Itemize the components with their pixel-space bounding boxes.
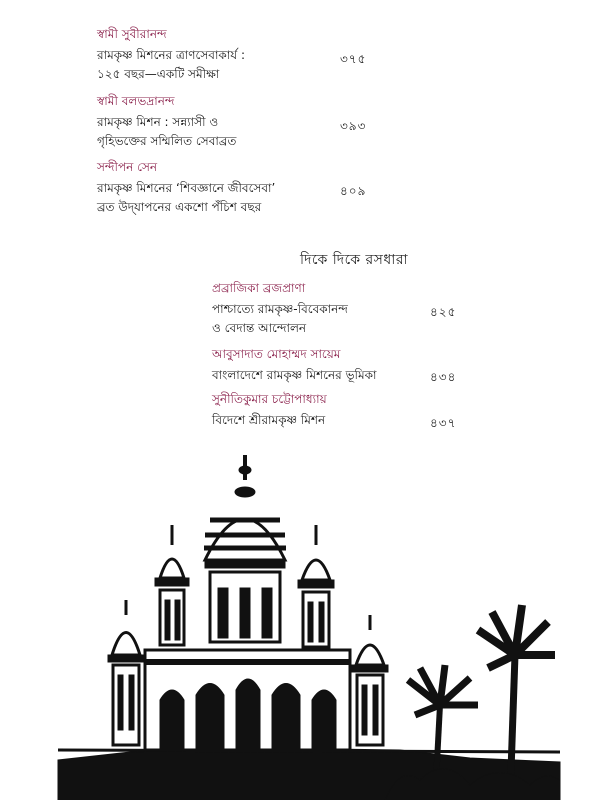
entry-title-line: ব্রত উদ্‌যাপনের একশো পঁচিশ বছর [97, 200, 262, 214]
entry-author: স্বামী সুবীরানন্দ [97, 27, 167, 41]
entry-title-line: গৃহিভক্তের সম্মিলিত সেবাব্রত [97, 134, 237, 148]
entry-author: সুনীতিকুমার চট্টোপাধ্যায় [212, 392, 327, 406]
entry-page-number: ৪৩৪ [430, 370, 457, 384]
entry-title-line: রামকৃষ্ণ মিশনের ‘শিবজ্ঞানে জীবসেবা’ [97, 181, 276, 195]
entry-page-number: ৪০৯ [340, 184, 367, 198]
entry-title-line: ও বেদান্ত আন্দোলন [212, 321, 307, 335]
entry-author: স্বামী বলভদ্রানন্দ [97, 94, 175, 108]
toc-entry-3 [97, 161, 275, 217]
entry-title-line: বাংলাদেশে রামকৃষ্ণ মিশনের ভূমিকা [212, 368, 377, 382]
entry-page-number: ৩৭৫ [340, 52, 367, 66]
entry-page-number: ৩৯৩ [340, 119, 367, 133]
entry-title-line: রামকৃষ্ণ মিশনের ত্রাণসেবাকার্য : [97, 48, 246, 62]
entry-title-line: রামকৃষ্ণ মিশন : সন্ন্যাসী ও [97, 115, 219, 129]
toc-entry-1 [97, 28, 245, 84]
toc-entry-6 [212, 393, 327, 430]
entry-title-line: ১২৫ বছর—একটি সমীক্ষা [97, 67, 220, 81]
entry-author: আবুসাদাত মোহাম্মদ সায়েম [212, 347, 341, 361]
toc-entry-5 [212, 348, 377, 385]
entry-page-number: ৪২৫ [430, 305, 457, 319]
toc-entry-2 [97, 95, 236, 151]
entry-title-line: বিদেশে শ্রীরামকৃষ্ণ মিশন [212, 413, 326, 427]
toc-entry-4 [212, 282, 348, 338]
section-heading: দিকে দিকে রসধারা [300, 252, 409, 268]
temple-illustration [0, 440, 600, 800]
entry-page-number: ৪৩৭ [430, 416, 457, 430]
entry-author: প্রব্রাজিকা ব্রজপ্রাণা [212, 281, 306, 295]
entry-author: সন্দীপন সেন [97, 160, 158, 174]
entry-title-line: পাশ্চাত্যে রামকৃষ্ণ-বিবেকানন্দ [212, 302, 348, 316]
